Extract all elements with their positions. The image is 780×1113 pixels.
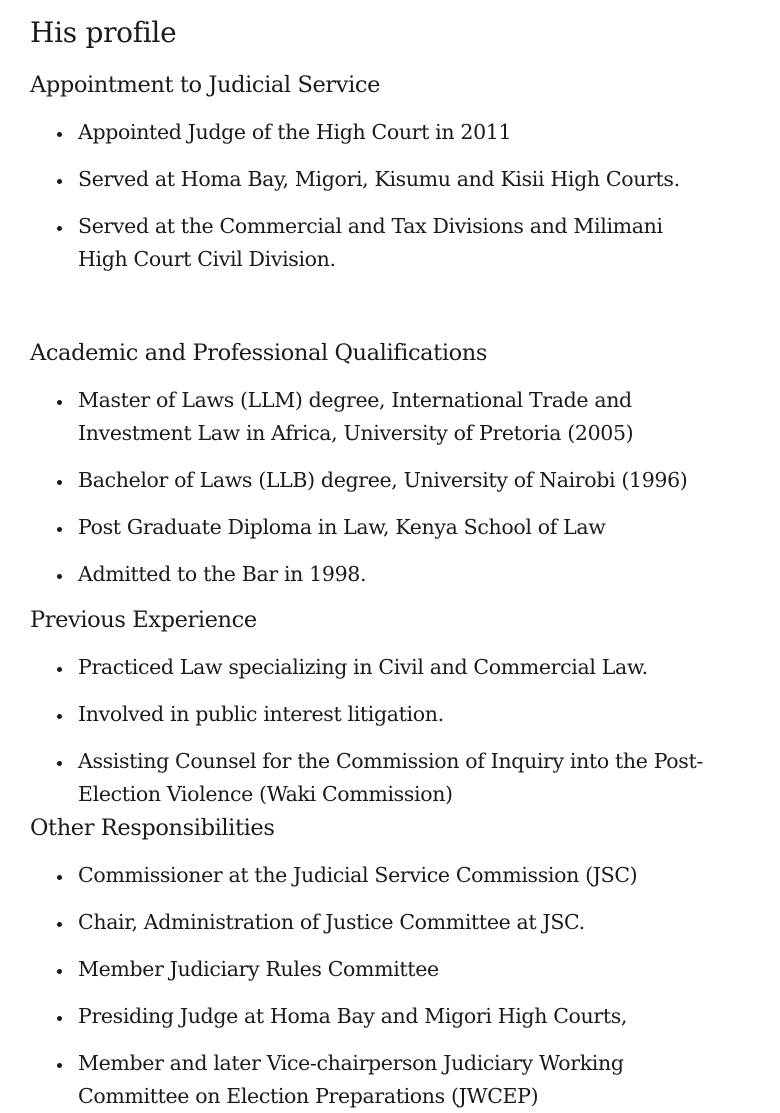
list-item-text: Member Judiciary Rules Committee <box>78 957 439 981</box>
appointment-list <box>30 116 770 276</box>
list-item <box>30 384 770 450</box>
list-item <box>30 1047 770 1113</box>
list-item-text: Presiding Judge at Homa Bay and Migori High Courts, <box>78 1004 628 1028</box>
list-item <box>30 906 770 939</box>
list-item-text: Master of Laws (LLM) degree, International Trade and Investment Law in Africa, University of Pretoria (2005) <box>78 388 634 445</box>
section-heading-qualifications: Academic and Professional Qualifications <box>30 340 488 366</box>
bullet-icon <box>57 179 62 184</box>
responsibilities-list <box>30 859 770 1113</box>
section-heading-experience: Previous Experience <box>30 607 257 633</box>
bullet-icon <box>57 480 62 485</box>
bullet-icon <box>57 400 62 405</box>
list-item <box>30 698 770 731</box>
list-item <box>30 163 770 196</box>
section-heading-appointment: Appointment to Judicial Service <box>30 72 380 98</box>
list-item <box>30 859 770 892</box>
list-item-text: Bachelor of Laws (LLB) degree, University of Nairobi (1996) <box>78 468 688 492</box>
bullet-icon <box>57 714 62 719</box>
list-item <box>30 1000 770 1033</box>
list-item-text: Served at Homa Bay, Migori, Kisumu and Kisii High Courts. <box>78 167 680 191</box>
list-item-text: Appointed Judge of the High Court in 2011 <box>78 120 512 144</box>
list-item-text: Admitted to the Bar in 1998. <box>78 562 367 586</box>
bullet-icon <box>57 761 62 766</box>
bullet-icon <box>57 132 62 137</box>
list-item-text: Commissioner at the Judicial Service Commission (JSC) <box>78 863 638 887</box>
bullet-icon <box>57 1063 62 1068</box>
page-title: His profile <box>30 16 177 49</box>
bullet-icon <box>57 1016 62 1021</box>
list-item <box>30 464 770 497</box>
bullet-icon <box>57 969 62 974</box>
bullet-icon <box>57 527 62 532</box>
list-item <box>30 116 770 149</box>
list-item <box>30 210 770 276</box>
bullet-icon <box>57 574 62 579</box>
bullet-icon <box>57 226 62 231</box>
list-item-text: Assisting Counsel for the Commission of Inquiry into the Post-Election Violence (Waki Commission) <box>78 749 703 806</box>
list-item <box>30 511 770 544</box>
list-item-text: Involved in public interest litigation. <box>78 702 444 726</box>
bullet-icon <box>57 922 62 927</box>
bullet-icon <box>57 667 62 672</box>
list-item <box>30 651 770 684</box>
list-item-text: Member and later Vice-chairperson Judiciary Working Committee on Election Preparations (JWCEP) <box>78 1051 624 1108</box>
qualifications-list <box>30 384 770 591</box>
list-item-text: Practiced Law specializing in Civil and Commercial Law. <box>78 655 648 679</box>
list-item-text: Post Graduate Diploma in Law, Kenya School of Law <box>78 515 606 539</box>
list-item <box>30 558 770 591</box>
list-item-text: Chair, Administration of Justice Committee at JSC. <box>78 910 585 934</box>
section-heading-responsibilities: Other Responsibilities <box>30 815 275 841</box>
bullet-icon <box>57 875 62 880</box>
list-item-text: Served at the Commercial and Tax Divisions and Milimani High Court Civil Division. <box>78 214 663 271</box>
list-item <box>30 953 770 986</box>
experience-list <box>30 651 770 811</box>
list-item <box>30 745 770 811</box>
